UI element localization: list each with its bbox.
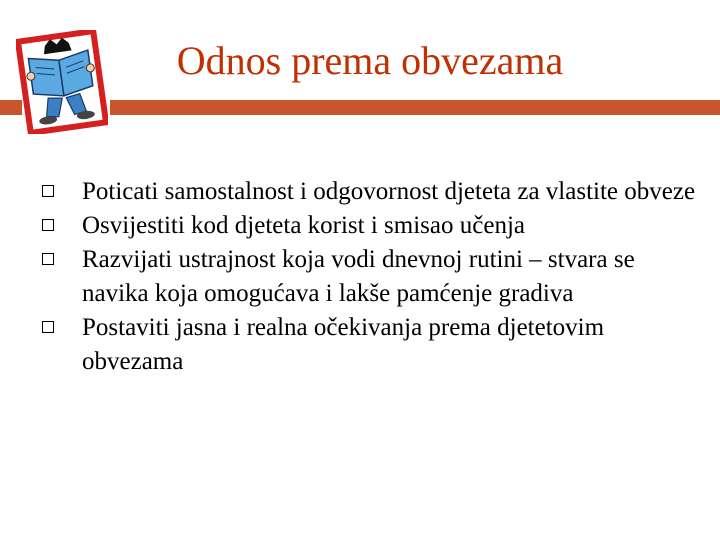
bullet-text: Osvijestiti kod djeteta korist i smisao učenja [82,212,525,239]
reading-child-icon [16,30,108,134]
square-bullet-icon [42,321,54,333]
bullet-item [40,243,700,311]
title-divider-left [0,100,22,115]
bullet-text: Poticati samostalnost i odgovornost djeteta za vlastite obveze [82,178,696,205]
bullet-list [40,175,700,379]
bullet-text: Postaviti jasna i realna očekivanja prema djetetovim obvezama [82,314,605,375]
bullet-text: Razvijati ustrajnost koja vodi dnevnoj rutini – stvara se navika koja omogućava i lakše pamćenje gradiva [82,246,635,307]
square-bullet-icon [42,219,54,231]
bullet-item [40,175,700,209]
bullet-item [40,209,700,243]
title-divider-right [110,100,720,115]
square-bullet-icon [42,185,54,197]
square-bullet-icon [42,253,54,265]
bullet-item [40,311,700,379]
slide-title: Odnos prema obvezama [176,38,564,83]
